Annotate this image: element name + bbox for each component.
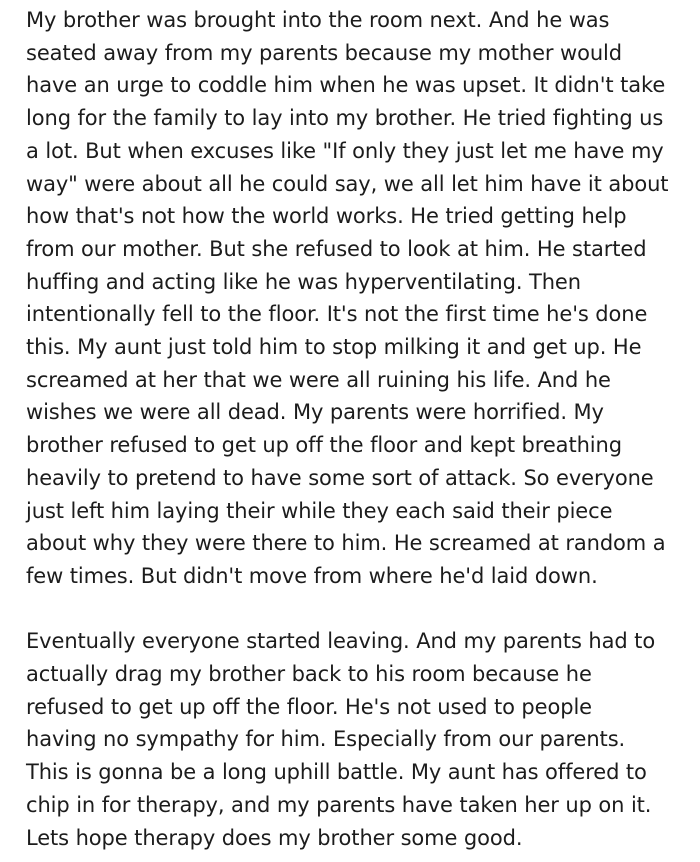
text-line: this. My aunt just told him to stop milking it and get up. He (26, 335, 642, 360)
text-line: My brother was brought into the room next. And he was (26, 8, 610, 32)
text-line: screamed at her that we were all ruining his life. And he (26, 367, 611, 392)
post-body (26, 4, 694, 854)
text-line: Lets hope therapy does my brother some good. (26, 825, 523, 850)
text-line: brother refused to get up off the floor and kept breathing (26, 433, 622, 458)
paragraph-2 (26, 625, 694, 854)
text-line: a lot. But when excuses like "If only they just let me have my (26, 138, 664, 163)
text-line: intentionally fell to the floor. It's not the first time he's done (26, 302, 648, 327)
text-line: have an urge to coddle him when he was upset. It didn't take (26, 73, 666, 98)
text-line: having no sympathy for him. Especially from our parents. (26, 727, 626, 752)
text-line: This is gonna be a long uphill battle. My aunt has offered to (26, 760, 647, 785)
text-line: seated away from my parents because my mother would (26, 40, 623, 65)
text-line: wishes we were all dead. My parents were horrified. My (26, 400, 604, 425)
text-line: refused to get up off the floor. He's not used to people (26, 694, 593, 719)
text-line: heavily to pretend to have some sort of attack. So everyone (26, 465, 654, 490)
text-line: way" were about all he could say, we all let him have it about (26, 171, 669, 196)
text-line: how that's not how the world works. He tried getting help (26, 204, 627, 229)
paragraph-gap (26, 593, 694, 626)
text-line: from our mother. But she refused to look at him. He started (26, 236, 647, 261)
text-line: Eventually everyone started leaving. And my parents had to (26, 629, 656, 654)
text-line: actually drag my brother back to his room because he (26, 662, 592, 687)
text-line: few times. But didn't move from where he'd laid down. (26, 563, 598, 588)
text-line: huffing and acting like he was hyperventilating. Then (26, 269, 581, 294)
text-line: chip in for therapy, and my parents have taken her up on it. (26, 792, 652, 817)
text-line: about why they were there to him. He screamed at random a (26, 531, 666, 556)
paragraph-1 (26, 4, 694, 593)
text-line: just left him laying their while they each said their piece (26, 498, 613, 523)
text-line: long for the family to lay into my brother. He tried fighting us (26, 106, 664, 131)
